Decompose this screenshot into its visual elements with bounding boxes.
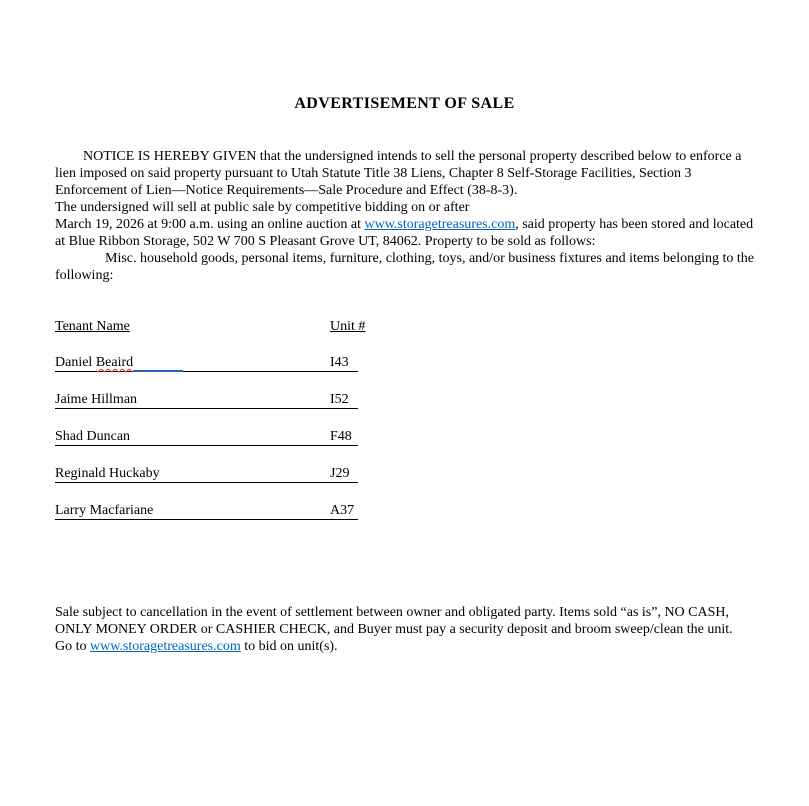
tenant-name: Jaime Hillman — [55, 389, 137, 409]
notice-paragraph — [55, 148, 758, 199]
notice-text: NOTICE IS HEREBY GIVEN that the undersigned intends to sell the personal property described below to enforce a lien imposed on said property pursuant to Utah Statute Title 38 Liens, Chapter 8 Self-Storage Facilities, Section 3 Enforcement of Lien—Notice Requirements—Sale Procedure and Effect (38-8-3). — [55, 149, 742, 198]
table-row — [55, 500, 358, 520]
tenant-first-name: Daniel — [55, 355, 96, 370]
table-row — [55, 426, 358, 446]
inserted-blank-underline — [133, 352, 183, 372]
unit-number: J29 — [330, 463, 358, 483]
sale-line-text: The undersigned will sell at public sale by competitive bidding on or after — [55, 200, 470, 215]
goto-text-after-link: to bid on unit(s). — [240, 639, 338, 654]
sale-paragraph — [55, 199, 758, 250]
unit-number: I43 — [330, 352, 358, 372]
unit-number: A37 — [330, 500, 358, 520]
row-underline-filler — [130, 426, 330, 446]
items-paragraph — [55, 250, 758, 284]
tenant-name: Reginald Huckaby — [55, 463, 160, 483]
storagetreasures-link[interactable]: www.storagetreasures.com — [364, 217, 516, 232]
tenant-name-header: Tenant Name — [55, 319, 130, 334]
terms-paragraph — [55, 604, 758, 638]
body-text-block — [55, 148, 758, 284]
tenant-last-name-misspelled: Beaird — [95, 355, 134, 370]
row-underline-filler — [153, 500, 330, 520]
unit-number: F48 — [330, 426, 358, 446]
tenant-name: Shad Duncan — [55, 426, 130, 446]
auction-text-before-link: March 19, 2026 at 9:00 a.m. using an online auction at — [55, 217, 365, 232]
auction-text-after-link: , said property has been stored and located at Blue Ribbon Storage, 502 W 700 S Pleasant Grove UT, 84062. Property to be sold as follows: — [55, 217, 754, 249]
tenant-name — [55, 352, 133, 372]
footer-text-block — [55, 604, 758, 655]
goto-paragraph — [55, 638, 758, 655]
unit-number-header: Unit # — [330, 319, 366, 334]
document-title: ADVERTISEMENT OF SALE — [294, 95, 515, 112]
table-row — [55, 352, 358, 372]
table-row — [55, 389, 358, 409]
storagetreasures-bid-link[interactable]: www.storagetreasures.com — [90, 639, 241, 654]
goto-text-before-link: Go to — [55, 639, 90, 654]
items-text: Misc. household goods, personal items, furniture, clothing, toys, and/or business fixtures and items belonging to the following: — [55, 251, 754, 283]
row-underline-filler — [183, 352, 330, 372]
table-header-row — [55, 318, 366, 335]
tenant-name: Larry Macfariane — [55, 500, 153, 520]
unit-number: I52 — [330, 389, 358, 409]
terms-text: Sale subject to cancellation in the event of settlement between owner and obligated party. Items sold “as is”, NO CASH, ONLY MONEY ORDER or CASHIER CHECK, and Buyer must pay a security deposit and broom sweep/clean the unit. — [55, 605, 733, 637]
tenant-unit-table — [55, 318, 366, 520]
table-row — [55, 463, 358, 483]
row-underline-filler — [160, 463, 330, 483]
row-underline-filler — [137, 389, 330, 409]
